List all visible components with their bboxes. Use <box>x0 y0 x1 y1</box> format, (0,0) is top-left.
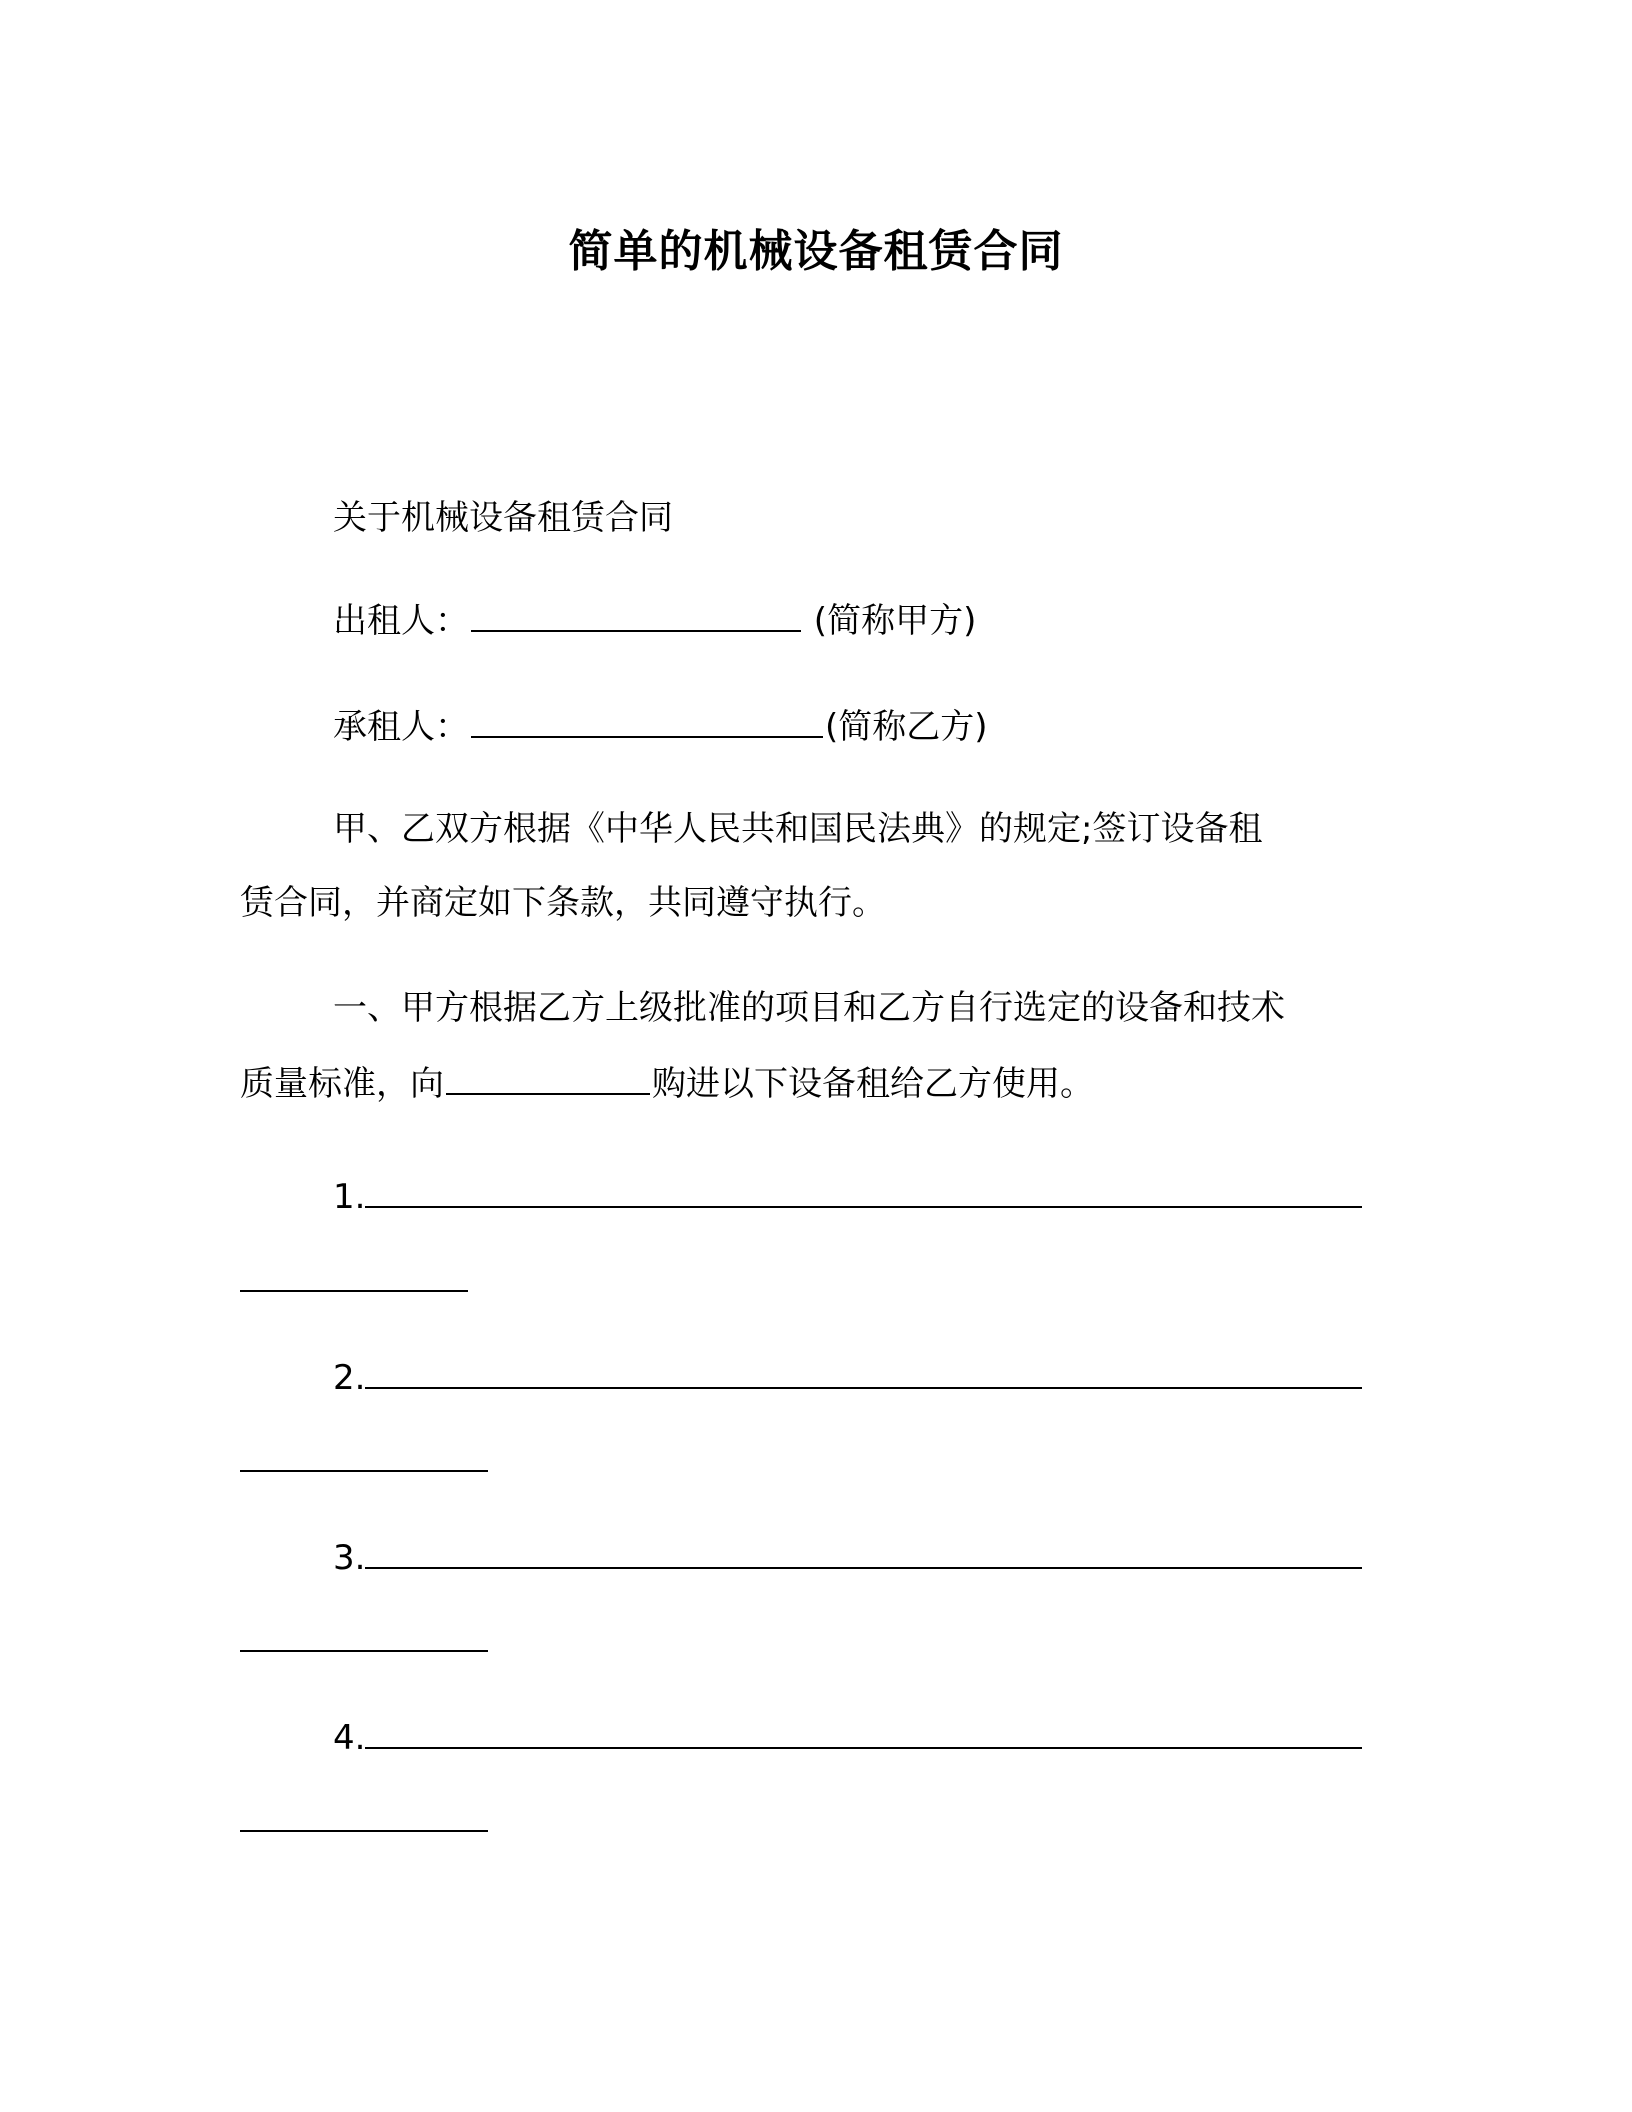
item-4-label: 4. <box>333 1718 366 1758</box>
item-2-blank <box>365 1355 1362 1389</box>
item-4-blank <box>365 1715 1362 1749</box>
intro-line-2: 赁合同，并商定如下条款，共同遵守执行。 <box>240 883 886 923</box>
lessee-suffix: (简称乙方) <box>825 707 988 747</box>
item-3-blank <box>365 1535 1362 1569</box>
item-3-continuation-blank <box>240 1650 488 1652</box>
item-2-continuation-blank <box>240 1470 488 1472</box>
item-3 <box>333 1535 1362 1581</box>
lessee-blank <box>471 704 823 738</box>
item-4 <box>333 1715 1362 1761</box>
item-1-blank <box>365 1174 1362 1208</box>
clause1-line-2 <box>240 1061 1094 1107</box>
document-title: 简单的机械设备租赁合同 <box>568 226 1064 277</box>
clause1-line-1: 一、甲方根据乙方上级批准的项目和乙方自行选定的设备和技术 <box>333 988 1285 1028</box>
item-1 <box>333 1174 1362 1220</box>
lessor-line <box>333 598 976 644</box>
lessee-label: 承租人： <box>333 707 469 747</box>
lessee-line <box>333 704 988 750</box>
intro-line-1: 甲、乙双方根据《中华人民共和国民法典》的规定;签订设备租 <box>333 809 1263 849</box>
clause1-prefix: 质量标准，向 <box>240 1064 444 1104</box>
clause1-suffix: 购进以下设备租给乙方使用。 <box>652 1064 1094 1104</box>
item-2 <box>333 1355 1362 1401</box>
document-subtitle: 关于机械设备租赁合同 <box>333 498 673 538</box>
item-4-continuation-blank <box>240 1830 488 1832</box>
item-1-label: 1. <box>333 1177 366 1217</box>
item-2-label: 2. <box>333 1358 366 1398</box>
lessor-label: 出租人： <box>333 601 469 641</box>
lessor-blank <box>471 598 801 632</box>
lessor-suffix: (简称甲方) <box>803 601 977 641</box>
supplier-blank <box>446 1061 650 1095</box>
item-3-label: 3. <box>333 1538 366 1578</box>
item-1-continuation-blank <box>240 1290 468 1292</box>
